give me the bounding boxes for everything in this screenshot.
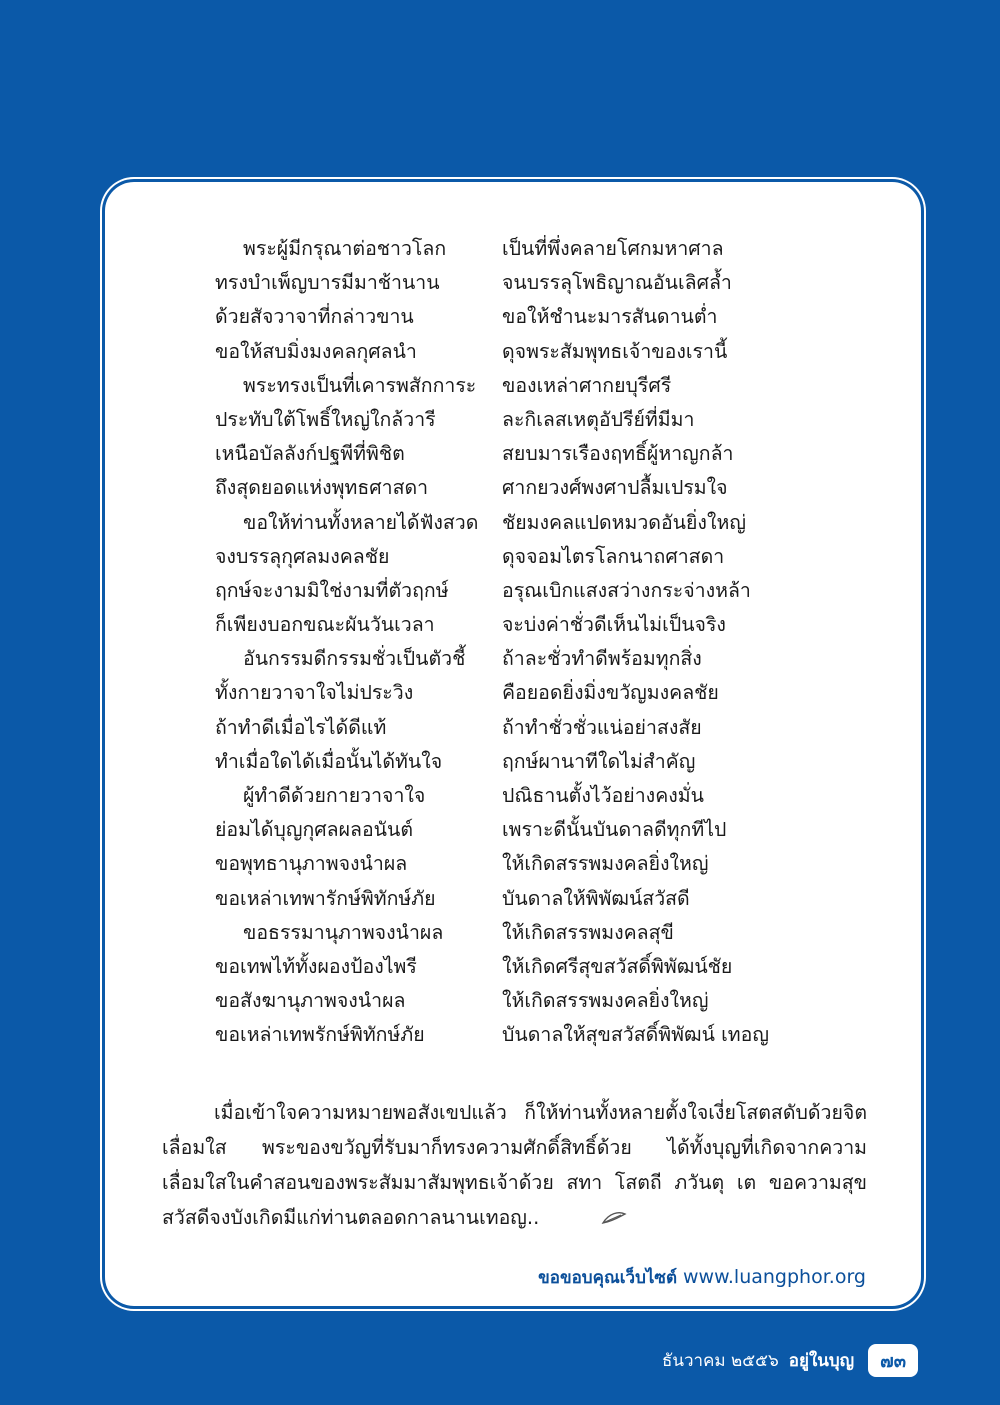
credit-url-link[interactable]: www.luangphor.org bbox=[683, 1266, 866, 1288]
poem-right-line: ให้เกิดสรรพมงคลยิ่งใหญ่ bbox=[502, 989, 709, 1013]
poem-left-line: ขอธรรมานุภาพจงนำผล bbox=[243, 920, 444, 944]
poem-left-line: พระผู้มีกรุณาต่อชาวโลก bbox=[243, 237, 447, 260]
poem-right-line: เป็นที่พึ่งคลายโศกมหาศาล bbox=[502, 237, 724, 260]
poem-row bbox=[215, 1018, 795, 1052]
poem-row bbox=[215, 437, 795, 471]
poem-right-line: บันดาลให้สุขสวัสดิ์พิพัฒน์ เทอญ bbox=[502, 1023, 769, 1047]
poem-row bbox=[215, 369, 795, 403]
poem-row bbox=[215, 232, 795, 266]
poem-left-line: ขอให้สบมิ่งมงคลกุศลนำ bbox=[215, 339, 417, 363]
poem-row bbox=[215, 471, 795, 505]
poem-right-line: ปณิธานตั้งไว้อย่างคงมั่น bbox=[502, 784, 704, 807]
poem-left-line: ขอเหล่าเทพารักษ์พิทักษ์ภัย bbox=[215, 886, 436, 910]
poem-row bbox=[215, 745, 795, 779]
poem-row bbox=[215, 882, 795, 916]
poem-left-line: ถ้าทำดีเมื่อไรได้ดีแท้ bbox=[215, 715, 387, 739]
poem-left-line: ถึงสุดยอดแห่งพุทธศาสดา bbox=[215, 476, 429, 500]
poem-right-line: เพราะดีนั้นบันดาลดีทุกทีไป bbox=[502, 818, 727, 842]
poem-row bbox=[215, 950, 795, 984]
poem-right-line: ฤกษ์ผานาทีใดไม่สำคัญ bbox=[502, 749, 696, 773]
poem-left-line: ด้วยสัจวาจาที่กล่าวขาน bbox=[215, 305, 414, 329]
poem-left-line: ขอสังฆานุภาพจงนำผล bbox=[215, 989, 406, 1013]
poem-row bbox=[215, 676, 795, 710]
poem-row bbox=[215, 335, 795, 369]
poem-left-line: ประทับใต้โพธิ์ใหญ่ใกล้วารี bbox=[215, 407, 436, 431]
poem-right-line: ให้เกิดสรรพมงคลสุขี bbox=[502, 920, 674, 944]
website-credit bbox=[538, 1264, 866, 1291]
poem-right-line: บันดาลให้พิพัฒน์สวัสดี bbox=[502, 886, 690, 910]
poem-right-line: ของเหล่าศากยบุรีศรี bbox=[502, 373, 672, 397]
poem-left-line: ทั้งกายวาจาใจไม่ประวิง bbox=[215, 681, 414, 705]
poem-row bbox=[215, 779, 795, 813]
poem-row bbox=[215, 506, 795, 540]
poem-right-line: ถ้าทำชั่วชั่วแน่อย่าสงสัย bbox=[502, 715, 702, 739]
poem-row bbox=[215, 574, 795, 608]
poem-row bbox=[215, 984, 795, 1018]
poem-left-line: ก็เพียงบอกขณะผันวันเวลา bbox=[215, 613, 435, 637]
poem-row bbox=[215, 916, 795, 950]
poem-right-line: คือยอดยิ่งมิ่งขวัญมงคลชัย bbox=[502, 681, 719, 705]
poem-row bbox=[215, 642, 795, 676]
poem-right-line: ชัยมงคลแปดหมวดอันยิ่งใหญ่ bbox=[502, 510, 746, 534]
page-number: ๗๓ bbox=[868, 1344, 918, 1377]
poem-right-line: ถ้าละชั่วทำดีพร้อมทุกสิ่ง bbox=[502, 647, 702, 671]
poem-right-line: ให้เกิดสรรพมงคลยิ่งใหญ่ bbox=[502, 852, 709, 876]
poem-right-line: อรุณเบิกแสงสว่างกระจ่างหล้า bbox=[502, 578, 751, 602]
poem-left-line: ขอเทพไท้ทั้งผองป้องไพรี bbox=[215, 954, 417, 978]
poem-right-line: จนบรรลุโพธิญาณอันเลิศล้ำ bbox=[502, 271, 732, 295]
poem-row bbox=[215, 847, 795, 881]
poem-right-line: สยบมารเรืองฤทธิ์ผู้หาญกล้า bbox=[502, 442, 734, 466]
poem-left-line: ย่อมได้บุญกุศลผลอนันต์ bbox=[215, 818, 413, 842]
poem-right-line: ละกิเลสเหตุอัปรีย์ที่มีมา bbox=[502, 407, 695, 431]
poem-left-line: ผู้ทำดีด้วยกายวาจาใจ bbox=[243, 784, 426, 807]
issue-date: ธันวาคม ๒๕๕๖ bbox=[661, 1350, 779, 1371]
poem-row bbox=[215, 540, 795, 574]
poem-left-line: จงบรรลุกุศลมงคลชัย bbox=[215, 544, 390, 568]
poem-row bbox=[215, 403, 795, 437]
credit-label: ขอขอบคุณเว็บไซต์ bbox=[538, 1268, 678, 1288]
leaf-icon bbox=[549, 1201, 627, 1236]
poem-right-line: ศากยวงศ์พงศาปลื้มเปรมใจ bbox=[502, 476, 728, 500]
poem-left-line: เหนือบัลลังก์ปฐพีที่พิชิต bbox=[215, 442, 405, 466]
poem-right-line: ขอให้ชำนะมารสันดานต่ำ bbox=[502, 305, 718, 329]
poem-row bbox=[215, 266, 795, 300]
poem-row bbox=[215, 300, 795, 334]
poem-right-line: ให้เกิดศรีสุขสวัสดิ์พิพัฒน์ชัย bbox=[502, 954, 733, 978]
poem-row bbox=[215, 608, 795, 642]
poem-left-line: ขอเหล่าเทพรักษ์พิทักษ์ภัย bbox=[215, 1023, 425, 1047]
prose-text: เมื่อเข้าใจความหมายพอสังเขปแล้ว ก็ให้ท่านทั้งหลายตั้งใจเงี่ยโสตสดับด้วยจิตเลื่อมใส พระของขวัญที่รับมาก็ทรงความศักดิ์สิทธิ์ด้วย ได้ทั้งบุญที่เกิดจากความเลื่อมใสในคำสอนของพระสัมมาสัมพุทธเจ้าด้วย สทา โสตถี ภวันตุ เต ขอความสุขสวัสดีจงบังเกิดมีแก่ท่านตลอดกาลนานเทอญ.. bbox=[162, 1101, 867, 1229]
poem-right-line: ดุจจอมไตรโลกนาถศาสดา bbox=[502, 544, 725, 568]
poem-left-line: ทำเมื่อใดได้เมื่อนั้นได้ทันใจ bbox=[215, 749, 443, 773]
prose-paragraph bbox=[162, 1095, 867, 1236]
magazine-title: อยู่ในบุญ bbox=[788, 1350, 855, 1371]
poem-right-line: ดุจพระสัมพุทธเจ้าของเรานี้ bbox=[502, 339, 728, 363]
poem-left-line: ฤกษ์จะงามมิใช่งามที่ตัวฤกษ์ bbox=[215, 578, 449, 602]
poem-row bbox=[215, 711, 795, 745]
poem-left-line: ทรงบำเพ็ญบารมีมาช้านาน bbox=[215, 271, 440, 295]
poem-left-line: ขอพุทธานุภาพจงนำผล bbox=[215, 852, 408, 876]
poem-left-line: อันกรรมดีกรรมชั่วเป็นตัวชี้ bbox=[243, 647, 466, 671]
poem-block bbox=[215, 232, 795, 1053]
page-footer bbox=[662, 1345, 918, 1375]
poem-left-line: ขอให้ท่านทั้งหลายได้ฟังสวด bbox=[243, 510, 479, 534]
poem-right-line: จะบ่งค่าชั่วดีเห็นไม่เป็นจริง bbox=[502, 613, 726, 637]
poem-row bbox=[215, 813, 795, 847]
poem-left-line: พระทรงเป็นที่เคารพสักการะ bbox=[243, 373, 477, 397]
